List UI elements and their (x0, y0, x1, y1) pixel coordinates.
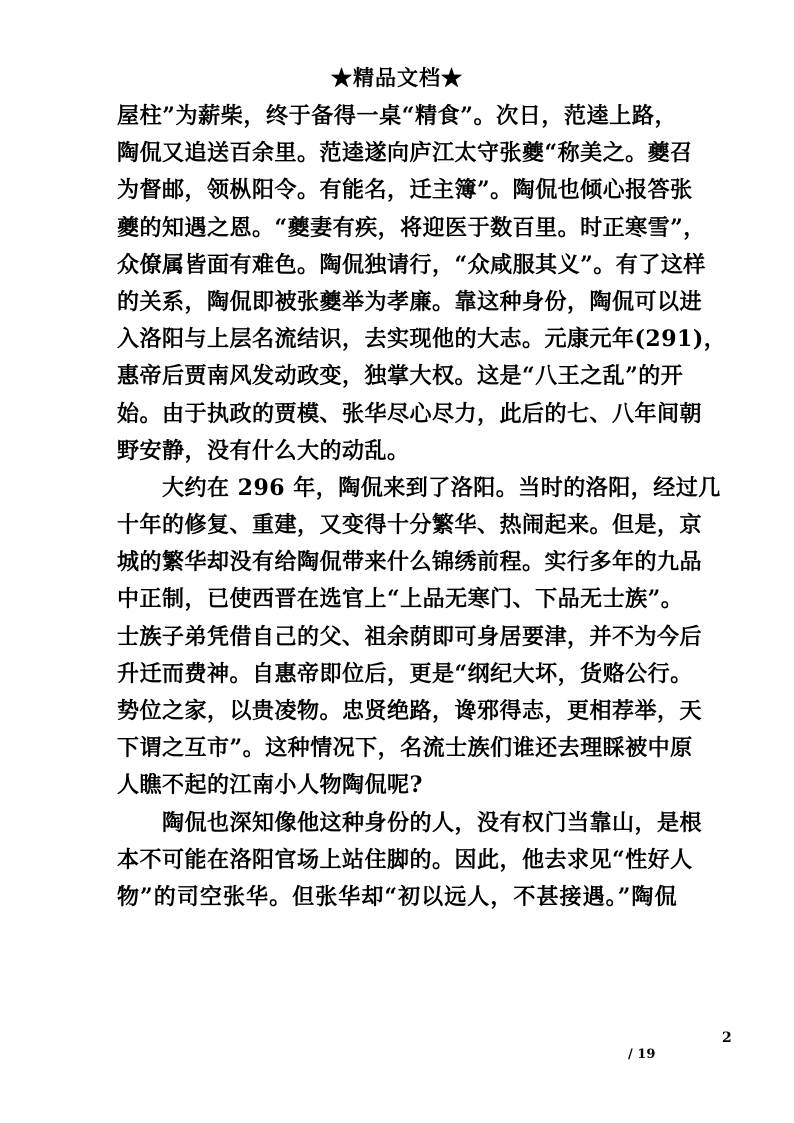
text-line: 屋柱”为薪柴，终于备得一桌“精食”。次日，范逵上路， (117, 103, 677, 129)
paragraph-2 (117, 470, 721, 805)
text-line: 入洛阳与上层名流结识，去实现他的大志。元康元年(291)， (117, 326, 727, 353)
text-line: 下谓之互市”。这种情况下，名流士族们谁还去理睬被中原 (117, 735, 693, 762)
text-line: 人瞧不起的江南小人物陶侃呢? (117, 772, 423, 799)
text-line: 陶侃也深知像他这种身份的人，没有权门当靠山，是根 (117, 809, 703, 836)
text-line: 的关系，陶侃即被张夔举为孝廉。靠这种身份，陶侃可以进 (117, 288, 703, 315)
paragraph-3 (117, 805, 703, 917)
text-line: 野安静，没有什么大的动乱。 (117, 437, 410, 464)
text-line: 始。由于执政的贾模、张华尽心尽力，此后的七、八年间朝 (117, 400, 703, 427)
page-number: 2 (722, 1030, 732, 1046)
text-line: 势位之家，以贵凌物。忠贤绝路，谗邪得志，更相荐举，天 (117, 698, 703, 724)
text-line: 惠帝后贾南风发动政变，独掌大权。这是“八王之乱”的开 (117, 363, 684, 390)
text-line: 陶侃又追送百余里。范逵遂向庐江太守张夔“称美之。夔召 (117, 140, 693, 167)
paragraph-1 (117, 98, 727, 470)
text-line: 中正制，已使西晋在选官上“上品无寒门、下品无士族”。 (117, 586, 684, 613)
text-line: 士族子弟凭借自己的父、祖余荫即可身居要津，并不为今后 (117, 623, 703, 650)
text-line: 十年的修复、重建，又变得十分繁华、热闹起来。但是，京 (117, 512, 703, 539)
text-line: 众僚属皆面有难色。陶侃独请行，“众咸服其义”。有了这样 (117, 251, 706, 278)
text-line: 物”的司空张华。但张华却“初以远人，不甚接遇。”陶侃 (117, 883, 677, 910)
text-line: 本不可能在洛阳官场上站住脚的。因此，他去求见“性好人 (117, 846, 693, 873)
page-header-title: ★精品文档★ (331, 65, 463, 90)
document-body (117, 98, 727, 916)
text-line: 城的繁华却没有给陶侃带来什么锦绣前程。实行多年的九品 (117, 549, 703, 576)
text-line: 为督邮，领枞阳令。有能名，迁主簿”。陶侃也倾心报答张 (117, 177, 693, 204)
text-line: 夔的知遇之恩。“夔妻有疾，将迎医于数百里。时正寒雪”， (117, 214, 706, 241)
page-total: / 19 (628, 1047, 656, 1062)
text-line: 升迁而费神。自惠帝即位后，更是“纲纪大坏，货赂公行。 (117, 660, 693, 687)
text-line: 大约在 296 年，陶侃来到了洛阳。当时的洛阳，经过几 (117, 474, 721, 501)
